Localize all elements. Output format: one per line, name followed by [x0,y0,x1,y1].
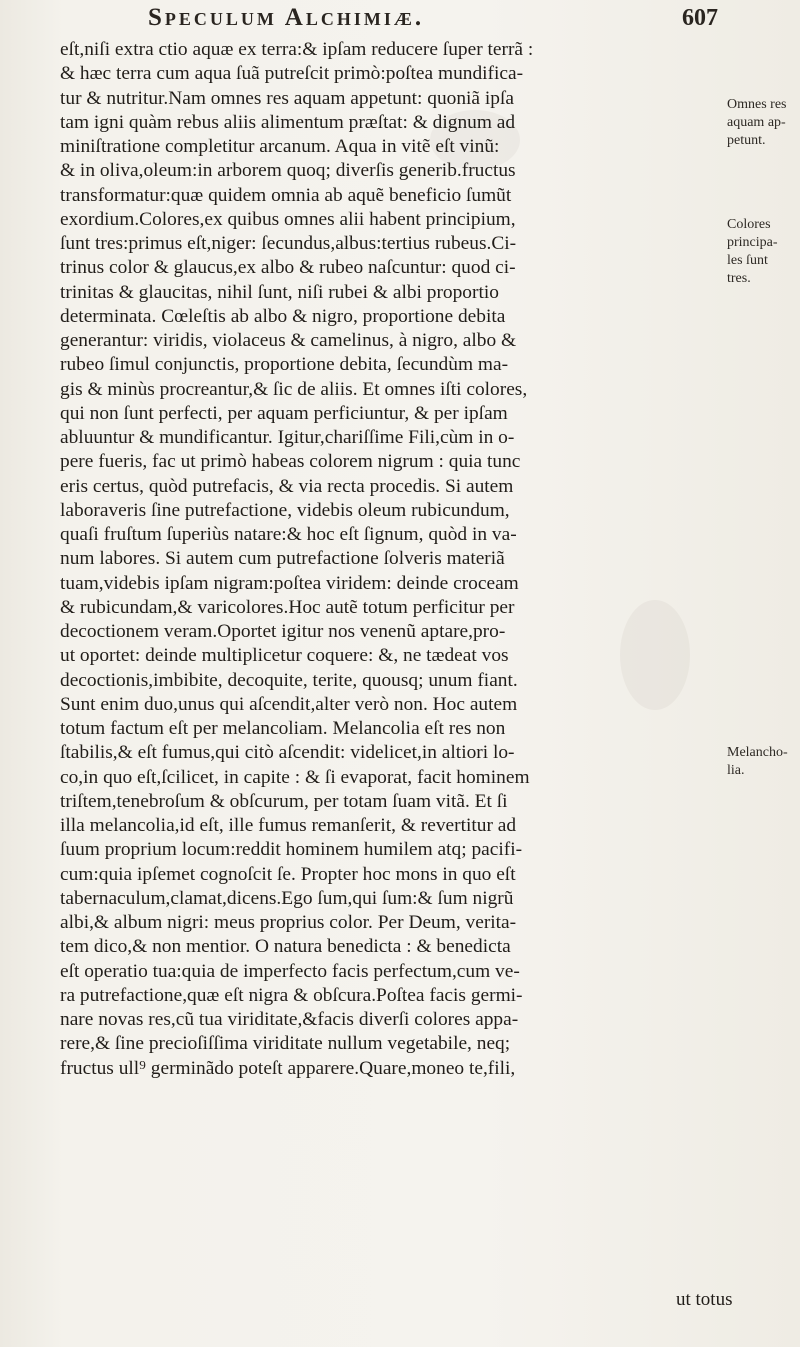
text-line: co,in quo eſt,ſcilicet, in capite : & ſi evaporat, facit hominem [60,766,530,788]
text-line: illa melancolia,id eſt, ille fumus remanſerit, & revertitur ad [60,815,517,836]
text-line: laboraveris ſine putrefactione, videbis oleum rubicundum, [60,499,510,521]
text-line: decoctionem veram.Oportet igitur nos venenũ aptare,pro- [60,621,506,642]
text-line: tem dico,& non mentior. O natura benedicta : & benedicta [60,936,511,958]
text-line: quaſi fruſtum ſuperiùs natare:& hoc eſt ſignum, quòd in va- [60,524,517,545]
text-line: num labores. Si autem cum putrefactione ſolveris materiã [60,548,505,570]
margin-note-line: Melancho- [727,745,788,760]
page-number: 607 [682,5,718,31]
text-line: qui non ſunt perfecti, per aquam perficiuntur, & per ipſam [60,402,508,424]
text-line: eſt,niſi extra ctio aquæ ex terra:& ipſam reducere ſuper terrã : [60,39,534,60]
margin-note [727,744,788,780]
text-line: & in oliva,oleum:in arborem quoq; diverſis generib.fructus [60,160,516,182]
text-line: ſtabilis,& eſt fumus,qui citò aſcendit: videlicet,in altiori lo- [60,742,515,764]
text-line: miniſtratione completitur arcanum. Aqua in vitẽ eſt vinũ: [60,136,500,157]
text-line: abluuntur & mundificantur. Igitur,chariſſime Fili,cùm in o- [60,427,515,448]
text-line: pere fueris, fac ut primò habeas colorem nigrum : quia tunc [60,451,521,473]
text-line: albi,& album nigri: meus proprius color. Per Deum, verita- [60,912,517,933]
text-line: rubeo ſimul conjunctis, proportione debita, ſecundùm ma- [60,354,509,376]
text-line: determinata. Cœleſtis ab albo & nigro, proportione debita [60,305,506,327]
main-text-block [60,38,720,1081]
text-line: eris certus, quòd putrefacis, & via recta procedis. Si autem [60,475,514,497]
margin-note-line: Omnes res [727,97,787,112]
text-line: gis & minùs procreantur,& ſic de aliis. Et omnes iſti colores, [60,378,528,400]
text-line: & rubicundam,& varicolores.Hoc autẽ totum perficitur per [60,596,515,618]
margin-note [727,216,778,288]
text-line: Sunt enim duo,unus qui aſcendit,alter verò non. Hoc autem [60,693,518,715]
text-line: triſtem,tenebroſum & obſcurum, per totam ſuam vitã. Et ſi [60,790,508,812]
margin-note-line: tres. [727,271,751,286]
margin-note-line: aquam ap- [727,115,786,130]
text-line: tabernaculum,clamat,dicens.Ego ſum,qui ſum:& ſum nigrũ [60,887,514,909]
text-line: generantur: viridis, violaceus & camelinus, à nigro, albo & [60,330,517,351]
running-title: Speculum Alchimiæ. [148,4,425,31]
text-line: decoctionis,imbibite, decoquite, terite, quousq; unum fiant. [60,669,518,691]
text-line: & hæc terra cum aqua ſuã putreſcit primò:poſtea mundifica- [60,63,524,85]
margin-note-line: petunt. [727,133,766,148]
margin-note-line: les ſunt [727,253,768,268]
page-header [148,4,718,34]
text-line: tur & nutritur.Nam omnes res aquam appetunt: quoniã ipſa [60,87,514,109]
text-line: transformatur:quæ quidem omnia ab aquẽ beneficio ſumũt [60,184,512,206]
text-line: ut oportet: deinde multiplicetur coquere: &, ne tædeat vos [60,645,509,667]
text-line: fructus ull⁹ germinãdo poteſt apparere.Quare,moneo te,fili, [60,1057,516,1079]
catchword: ut totus [676,1289,733,1310]
text-line: nare novas res,cũ tua viriditate,&facis diverſi colores appa- [60,1009,519,1030]
margin-note-line: Colores [727,217,771,232]
margin-note [727,96,787,150]
text-line: ſunt tres:primus eſt,niger: ſecundus,albus:tertius rubeus.Ci- [60,233,517,254]
text-line: totum factum eſt per melancoliam. Melancolia eſt res non [60,718,506,739]
text-line: trinus color & glaucus,ex albo & rubeo naſcuntur: quod ci- [60,257,516,279]
text-line: tam igni quàm rebus aliis alimentum præſtat: & dignum ad [60,111,516,133]
text-line: ra putrefactione,quæ eſt nigra & obſcura.Poſtea facis germi- [60,984,523,1006]
text-line: ſuum proprium locum:reddit hominem humilem atq; pacifi- [60,839,523,861]
margin-note-line: lia. [727,763,745,778]
text-line: rere,& ſine precioſiſſima viriditate nullum vegetabile, neq; [60,1033,511,1055]
text-line: eſt operatio tua:quia de imperfecto facis perfectum,cum ve- [60,960,520,982]
margin-note-line: principa- [727,235,778,250]
text-line: cum:quia ipſemet cognoſcit ſe. Propter hoc mons in quo eſt [60,863,516,885]
text-line: trinitas & glaucitas, nihil ſunt, niſi rubei & albi proportio [60,281,499,303]
text-line: tuam,videbis ipſam nigram:poſtea viridem: deinde croceam [60,572,519,594]
text-line: exordium.Colores,ex quibus omnes alii habent principium, [60,208,516,230]
